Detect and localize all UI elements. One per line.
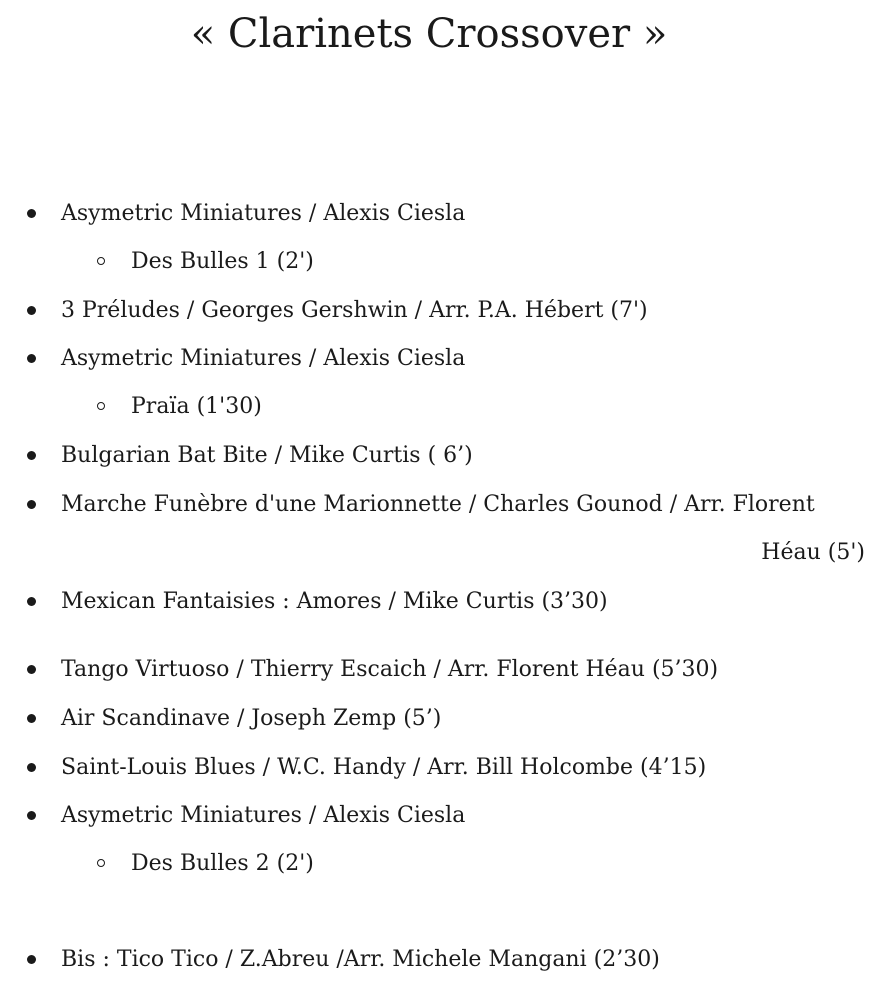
program-item-continuation-text: Héau (5') [761,540,865,565]
program-item [0,586,880,618]
program-item-text: Saint-Louis Blues / W.C. Handy / Arr. Bill Holcombe (4’15) [61,755,707,780]
program-subitem [0,246,880,278]
bullet-icon [27,306,36,315]
program-item [0,489,880,521]
hollow-bullet-icon [97,402,105,410]
program-item [0,440,880,472]
program-item [0,703,880,735]
bullet-icon [27,763,36,772]
bullet-icon [27,714,36,723]
program-item-text: Tango Virtuoso / Thierry Escaich / Arr. Florent Héau (5’30) [61,657,719,682]
program-item [0,343,880,375]
program-item-text: Asymetric Miniatures / Alexis Ciesla [61,201,466,226]
program-item-text: Mexican Fantaisies : Amores / Mike Curtis (3’30) [61,589,608,614]
program-item-text: Asymetric Miniatures / Alexis Ciesla [61,346,466,371]
program-subitem-text: Des Bulles 2 (2') [131,851,314,876]
program-item [0,800,880,832]
program-item-text: Bulgarian Bat Bite / Mike Curtis ( 6’) [61,443,473,468]
hollow-bullet-icon [97,859,105,867]
program-subitem-text: Praïa (1'30) [131,394,262,419]
program-item-text: Bis : Tico Tico / Z.Abreu /Arr. Michele Mangani (2’30) [61,947,660,972]
bullet-icon [27,500,36,509]
program-subitem [0,391,880,423]
page-title: « Clarinets Crossover » [190,11,668,57]
program-item [0,295,880,327]
program-item [0,198,880,230]
program-item-continuation [0,537,880,569]
program-item-text: 3 Préludes / Georges Gershwin / Arr. P.A. Hébert (7') [61,298,648,323]
hollow-bullet-icon [97,257,105,265]
program-item-text: Asymetric Miniatures / Alexis Ciesla [61,803,466,828]
program-subitem-text: Des Bulles 1 (2') [131,249,314,274]
bullet-icon [27,665,36,674]
program-item-text: Air Scandinave / Joseph Zemp (5’) [61,706,442,731]
bullet-icon [27,354,36,363]
program-item [0,654,880,686]
program-item-text: Marche Funèbre d'une Marionnette / Charles Gounod / Arr. Florent [61,492,815,517]
bullet-icon [27,955,36,964]
program-subitem [0,848,880,880]
bullet-icon [27,811,36,820]
program-item [0,944,880,976]
bullet-icon [27,597,36,606]
bullet-icon [27,209,36,218]
program-item [0,752,880,784]
bullet-icon [27,451,36,460]
